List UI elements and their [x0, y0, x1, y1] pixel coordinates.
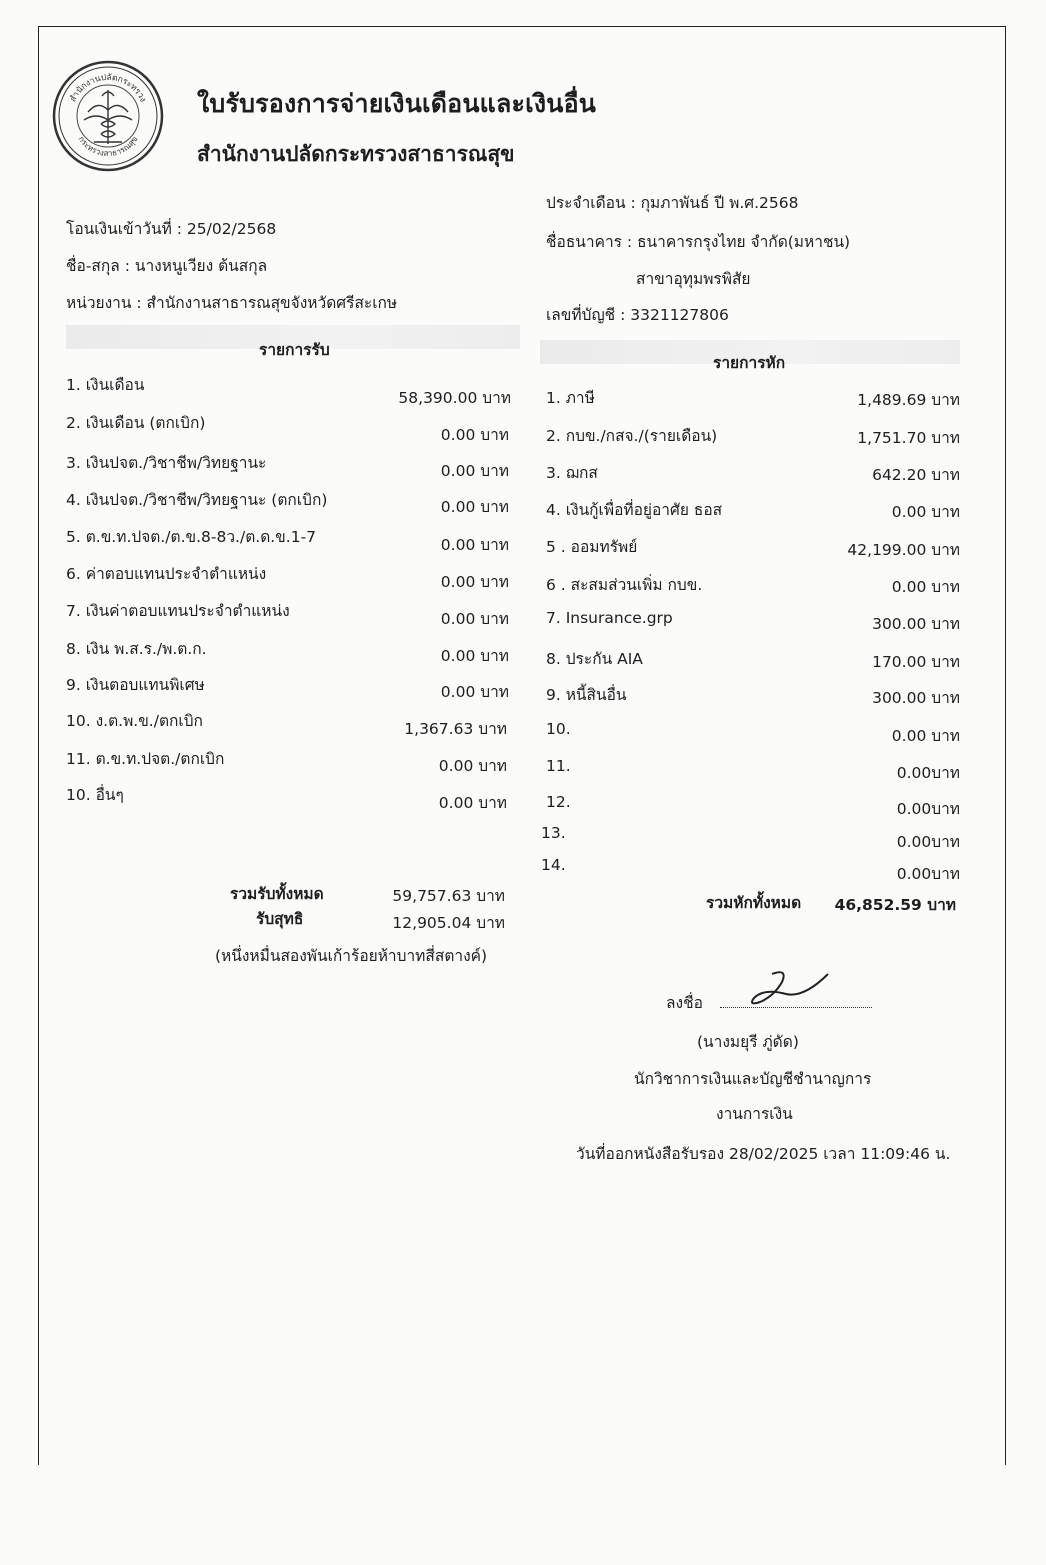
deduction-label: 9. หนี้สินอื่น — [546, 686, 627, 704]
net-pay-label: รับสุทธิ — [256, 910, 304, 928]
document-subtitle: สำนักงานปลัดกระทรวงสาธารณสุข — [197, 142, 515, 166]
deductions-heading: รายการหัก — [713, 354, 786, 372]
deduction-label: 13. — [541, 824, 566, 842]
sign-label: ลงชื่อ — [666, 994, 703, 1012]
department: หน่วยงาน : สำนักงานสาธารณสุขจังหวัดศรีสะเกษ — [66, 294, 398, 312]
income-label: 11. ต.ข.ท.ปจต./ตกเบิก — [66, 750, 225, 768]
deduction-amount: 0.00 บาท — [891, 578, 960, 596]
income-amount: 0.00 บาท — [440, 647, 509, 665]
document-title: ใบรับรองการจ่ายเงินเดือนและเงินอื่น — [197, 89, 597, 118]
deduction-label: 3. ฌกส — [546, 464, 598, 482]
deduction-label: 12. — [546, 793, 571, 811]
income-label: 3. เงินปจต./วิชาชีพ/วิทยฐานะ — [66, 454, 267, 472]
deduction-label: 4. เงินกู้เพื่อที่อยู่อาศัย ธอส — [546, 501, 723, 519]
income-amount: 0.00 บาท — [440, 426, 509, 444]
income-label: 6. ค่าตอบแทนประจำตำแหน่ง — [66, 565, 267, 583]
signer-unit: งานการเงิน — [716, 1105, 793, 1123]
deduction-label: 8. ประกัน AIA — [546, 650, 643, 668]
income-label: 2. เงินเดือน (ตกเบิก) — [66, 414, 206, 432]
net-pay-amount: 12,905.04 บาท — [392, 914, 505, 932]
deduction-label: 6 . สะสมส่วนเพิ่ม กบข. — [546, 576, 703, 594]
deduction-amount: 0.00 บาท — [891, 503, 960, 521]
deduction-amount: 300.00 บาท — [872, 615, 960, 633]
pay-month: ประจำเดือน : กุมภาพันธ์ ปี พ.ศ.2568 — [546, 194, 799, 212]
bank-branch: สาขาอุทุมพรพิสัย — [636, 270, 751, 288]
handwritten-signature — [730, 966, 840, 1012]
income-label: 8. เงิน พ.ส.ร./พ.ต.ก. — [66, 640, 207, 658]
deduction-label: 1. ภาษี — [546, 389, 595, 407]
income-total-amount: 59,757.63 บาท — [392, 887, 505, 905]
income-label: 10. ง.ต.พ.ข./ตกเบิก — [66, 712, 203, 730]
income-amount: 0.00 บาท — [438, 757, 507, 775]
deduction-amount: 1,489.69 บาท — [857, 391, 960, 409]
income-label: 5. ต.ข.ท.ปจต./ต.ข.8-8ว./ต.ด.ข.1-7 — [66, 528, 317, 546]
deduction-label: 14. — [541, 856, 566, 874]
deduction-amount: 1,751.70 บาท — [857, 429, 960, 447]
deduction-amount: 0.00บาท — [896, 865, 960, 883]
deduction-label: 7. Insurance.grp — [546, 609, 673, 627]
deduction-label: 2. กบข./กสจ./(รายเดือน) — [546, 427, 718, 445]
account-number: เลขที่บัญชี : 3321127806 — [546, 306, 729, 324]
deduction-amount: 0.00 บาท — [891, 727, 960, 745]
deduction-amount: 0.00บาท — [896, 800, 960, 818]
ministry-seal-logo — [52, 60, 164, 172]
income-amount: 0.00 บาท — [440, 683, 509, 701]
transfer-date: โอนเงินเข้าวันที่ : 25/02/2568 — [66, 220, 277, 238]
issue-datetime: วันที่ออกหนังสือรับรอง 28/02/2025 เวลา 11:09:46 น. — [576, 1145, 951, 1163]
deduction-label: 10. — [546, 720, 571, 738]
income-amount: 0.00 บาท — [440, 573, 509, 591]
deduction-amount: 42,199.00 บาท — [847, 541, 960, 559]
income-total-label: รวมรับทั้งหมด — [230, 885, 324, 903]
income-label: 1. เงินเดือน — [66, 376, 145, 394]
income-amount: 0.00 บาท — [438, 794, 507, 812]
income-label: 7. เงินค่าตอบแทนประจำตำแหน่ง — [66, 602, 290, 620]
bank-name: ชื่อธนาคาร : ธนาคารกรุงไทย จำกัด(มหาชน) — [546, 233, 851, 251]
employee-name: ชื่อ-สกุล : นางหนูเวียง ต้นสกุล — [66, 257, 268, 275]
deduction-amount: 0.00บาท — [896, 764, 960, 782]
deduction-label: 5 . ออมทรัพย์ — [546, 538, 638, 556]
net-pay-words: (หนึ่งหมื่นสองพันเก้าร้อยห้าบาทสี่สตางค์) — [215, 947, 488, 965]
deduction-amount: 170.00 บาท — [872, 653, 960, 671]
seal-text-top: สำนักงานปลัดกระทรวง — [68, 72, 148, 104]
seal-text-bottom: กระทรวงสาธารณสุข — [76, 134, 140, 159]
income-label: 4. เงินปจต./วิชาชีพ/วิทยฐานะ (ตกเบิก) — [66, 491, 328, 509]
income-heading: รายการรับ — [259, 341, 330, 359]
signer-name: (นางมยุรี ภู่ดัด) — [697, 1033, 799, 1051]
income-amount: 0.00 บาท — [440, 536, 509, 554]
signer-position: นักวิชาการเงินและบัญชีชำนาญการ — [634, 1070, 872, 1088]
income-label: 9. เงินตอบแทนพิเศษ — [66, 676, 205, 694]
income-amount: 1,367.63 บาท — [404, 720, 507, 738]
deductions-total-label: รวมหักทั้งหมด — [706, 894, 802, 912]
income-amount: 0.00 บาท — [440, 498, 509, 516]
deduction-amount: 0.00บาท — [896, 833, 960, 851]
deduction-amount: 300.00 บาท — [872, 689, 960, 707]
income-label: 10. อื่นๆ — [66, 786, 124, 804]
deduction-label: 11. — [546, 757, 571, 775]
income-amount: 0.00 บาท — [440, 610, 509, 628]
deductions-total-amount: 46,852.59 บาท — [834, 896, 956, 914]
deduction-amount: 642.20 บาท — [872, 466, 960, 484]
income-amount: 58,390.00 บาท — [398, 389, 511, 407]
income-amount: 0.00 บาท — [440, 462, 509, 480]
